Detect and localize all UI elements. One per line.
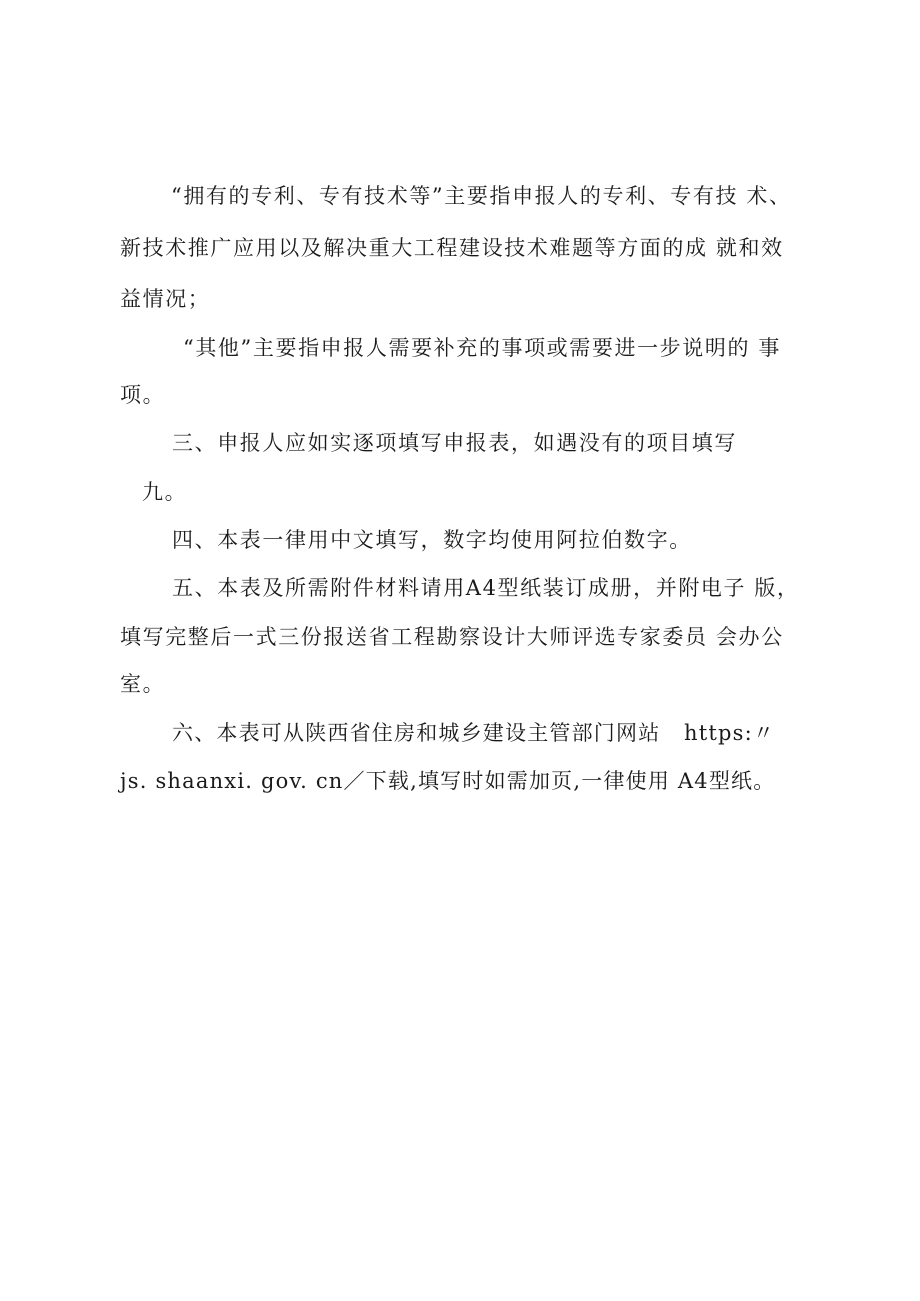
paragraph-line-other-2: 项。 (120, 383, 166, 407)
paragraph-line-item-6-2: js. shaanxi. gov. cn／下载,填写时如需加页,一律使用 A4型纸。 (120, 769, 776, 793)
paragraph-line-item-3-1: 三、申报人应如实逐项填写申报表，如遇没有的项目填写 (172, 431, 737, 455)
paragraph-line-patents-2: 新技术推广应用以及解决重大工程建设技术难题等方面的成 就和效 (120, 236, 784, 260)
paragraph-line-item-5-3: 室。 (120, 672, 166, 696)
paragraph-line-item-5-1: 五、本表及所需附件材料请用A4型纸装订成册，并附电子 版， (172, 576, 800, 600)
paragraph-line-patents-1: “拥有的专利、专有技术等”主要指申报人的专利、专有技 术、 (171, 184, 792, 208)
paragraph-line-item-4: 四、本表一律用中文填写，数字均使用阿拉伯数字。 (172, 528, 692, 552)
paragraph-line-item-6-1: 六、本表可从陕西省住房和城乡建设主管部门网站 https:〃 (172, 721, 776, 745)
paragraph-line-item-3-2: 九。 (142, 480, 188, 504)
paragraph-line-other-1: “其他”主要指申报人需要补充的事项或需要进一步说明的 事 (183, 336, 781, 360)
paragraph-line-patents-3: 益情况； (120, 287, 211, 311)
paragraph-line-item-5-2: 填写完整后一式三份报送省工程勘察设计大师评选专家委员 会办公 (120, 625, 784, 649)
